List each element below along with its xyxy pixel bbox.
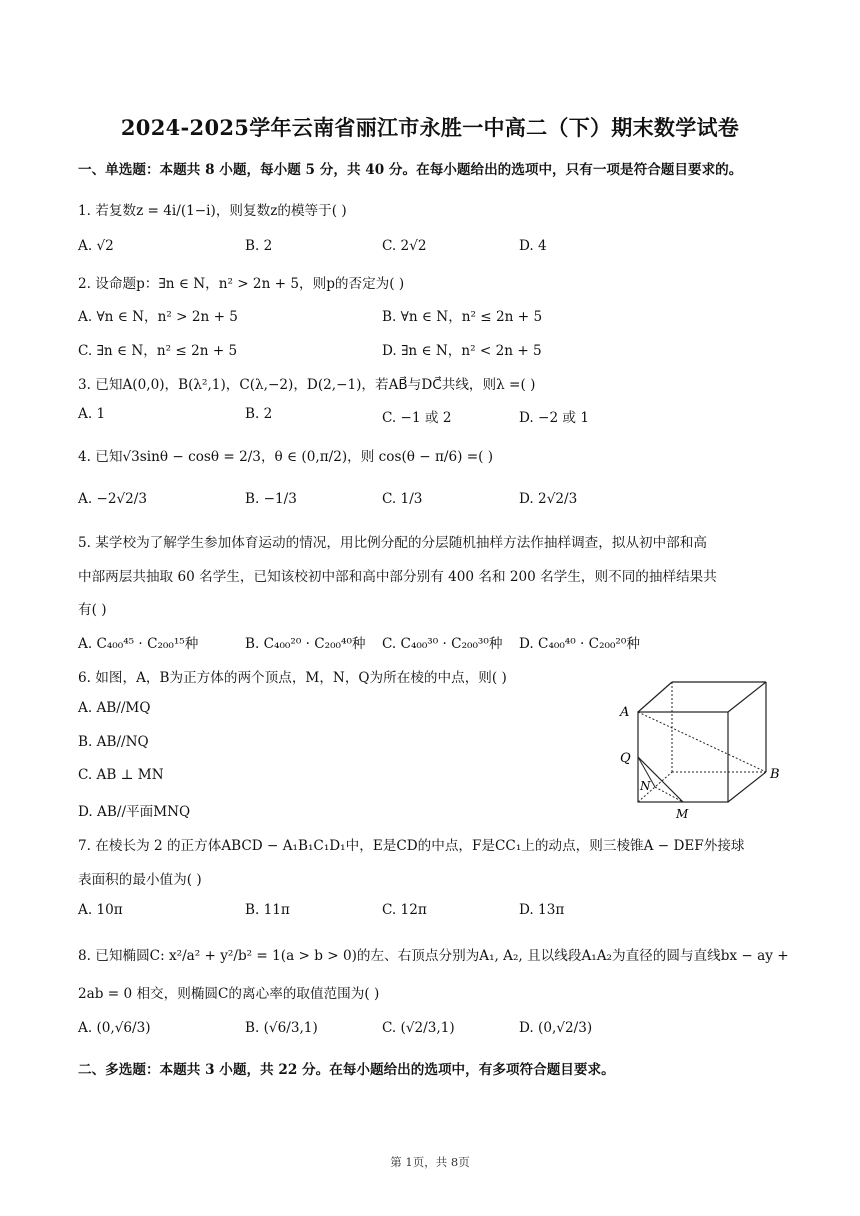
question-5-line-3: 有( ) bbox=[78, 602, 107, 618]
q7-option-c: C. 12π bbox=[382, 902, 427, 918]
q3-option-c: C. −1 或 2 bbox=[382, 410, 452, 426]
q6-option-b: B. AB//NQ bbox=[78, 734, 149, 750]
q2-option-b: B. ∀n ∈ N，n² ≤ 2n + 5 bbox=[382, 309, 543, 325]
q3-option-d: D. −2 或 1 bbox=[519, 410, 589, 426]
label-n: N bbox=[640, 779, 651, 793]
q8-option-b: B. (√6/3,1) bbox=[245, 1020, 318, 1036]
segment-nm bbox=[655, 787, 683, 802]
q5-option-c: C. C₄₀₀³⁰ · C₂₀₀³⁰种 bbox=[382, 636, 503, 652]
question-6-stem: 6. 如图，A，B为正方体的两个顶点，M，N，Q为所在棱的中点，则( ) bbox=[78, 670, 507, 686]
q3-option-a: A. 1 bbox=[78, 406, 106, 422]
q6-option-a: A. AB//MQ bbox=[78, 700, 151, 716]
q3-option-b: B. 2 bbox=[245, 406, 273, 422]
question-8-line-1: 8. 已知椭圆C: x²/a² + y²/b² = 1(a > b > 0)的左、右顶点分别为A₁, A₂, 且以线段A₁A₂为直径的圆与直线bx − ay + bbox=[78, 948, 789, 964]
question-7-line-1: 7. 在棱长为 2 的正方体ABCD − A₁B₁C₁D₁中，E是CD的中点，F是CC₁上的动点，则三棱锥A − DEF外接球 bbox=[78, 838, 745, 854]
q8-option-a: A. (0,√6/3) bbox=[78, 1020, 151, 1036]
q4-option-c: C. 1/3 bbox=[382, 491, 423, 507]
cube-figure bbox=[610, 672, 790, 822]
q2-option-c: C. ∃n ∈ N，n² ≤ 2n + 5 bbox=[78, 343, 238, 359]
label-a: A bbox=[620, 705, 630, 720]
page-footer: 第 1页，共 8页 bbox=[390, 1155, 470, 1169]
q8-option-d: D. (0,√2/3) bbox=[519, 1020, 593, 1036]
q4-option-a: A. −2√2/3 bbox=[78, 491, 148, 507]
q4-option-b: B. −1/3 bbox=[245, 491, 297, 507]
q8-option-c: C. (√2/3,1) bbox=[382, 1020, 455, 1036]
question-1-stem: 1. 若复数z = 4i/(1−i)，则复数z的模等于( ) bbox=[78, 203, 347, 219]
question-7-line-2: 表面积的最小值为( ) bbox=[78, 872, 202, 888]
q1-option-d: D. 4 bbox=[519, 238, 547, 254]
label-b: B bbox=[770, 767, 780, 782]
question-8-line-2: 2ab = 0 相交，则椭圆C的离心率的取值范围为( ) bbox=[78, 986, 380, 1002]
question-4-stem: 4. 已知√3sinθ − cosθ = 2/3，θ ∈ (0,π/2)，则 cos(θ − π/6) =( ) bbox=[78, 449, 494, 465]
question-3-stem: 3. 已知A(0,0)，B(λ²,1)，C(λ,−2)，D(2,−1)，若AB⃗与DC⃗共线，则λ =( ) bbox=[78, 377, 536, 393]
page-title: 2024-2025学年云南省丽江市永胜一中高二（下）期末数学试卷 bbox=[120, 115, 740, 140]
q6-option-d: D. AB//平面MNQ bbox=[78, 804, 191, 820]
label-m: M bbox=[676, 807, 689, 821]
question-5-line-1: 5. 某学校为了解学生参加体育运动的情况，用比例分配的分层随机抽样方法作抽样调查，拟从初中部和高 bbox=[78, 535, 708, 551]
q7-option-a: A. 10π bbox=[78, 902, 123, 918]
q5-option-a: A. C₄₀₀⁴⁵ · C₂₀₀¹⁵种 bbox=[78, 636, 199, 652]
section-single-choice-heading: 一、单选题：本题共 8 小题，每小题 5 分，共 40 分。在每小题给出的选项中，只有一项是符合题目要求的。 bbox=[78, 162, 743, 178]
q6-option-c: C. AB ⊥ MN bbox=[78, 767, 164, 783]
q4-option-d: D. 2√2/3 bbox=[519, 491, 578, 507]
q2-option-d: D. ∃n ∈ N，n² < 2n + 5 bbox=[382, 343, 542, 359]
segment-ab bbox=[638, 712, 766, 772]
cube-front-face bbox=[638, 712, 728, 802]
cube-edge-bottom-right bbox=[728, 772, 766, 802]
q2-option-a: A. ∀n ∈ N，n² > 2n + 5 bbox=[78, 309, 238, 325]
q1-option-b: B. 2 bbox=[245, 238, 273, 254]
q1-option-a: A. √2 bbox=[78, 238, 114, 254]
q7-option-b: B. 11π bbox=[245, 902, 290, 918]
q5-option-d: D. C₄₀₀⁴⁰ · C₂₀₀²⁰种 bbox=[519, 636, 640, 652]
cube-edge-top-left bbox=[638, 682, 672, 712]
question-2-stem: 2. 设命题p：∃n ∈ N，n² > 2n + 5，则p的否定为( ) bbox=[78, 276, 405, 292]
cube-edge-top-right bbox=[728, 682, 766, 712]
q7-option-d: D. 13π bbox=[519, 902, 565, 918]
section-multi-choice-heading: 二、多选题：本题共 3 小题，共 22 分。在每小题给出的选项中，有多项符合题目要求。 bbox=[78, 1062, 615, 1078]
q1-option-c: C. 2√2 bbox=[382, 238, 427, 254]
question-5-line-2: 中部两层共抽取 60 名学生，已知该校初中部和高中部分别有 400 名和 200 名学生，则不同的抽样结果共 bbox=[78, 569, 717, 585]
q5-option-b: B. C₄₀₀²⁰ · C₂₀₀⁴⁰种 bbox=[245, 636, 366, 652]
label-q: Q bbox=[620, 751, 631, 766]
